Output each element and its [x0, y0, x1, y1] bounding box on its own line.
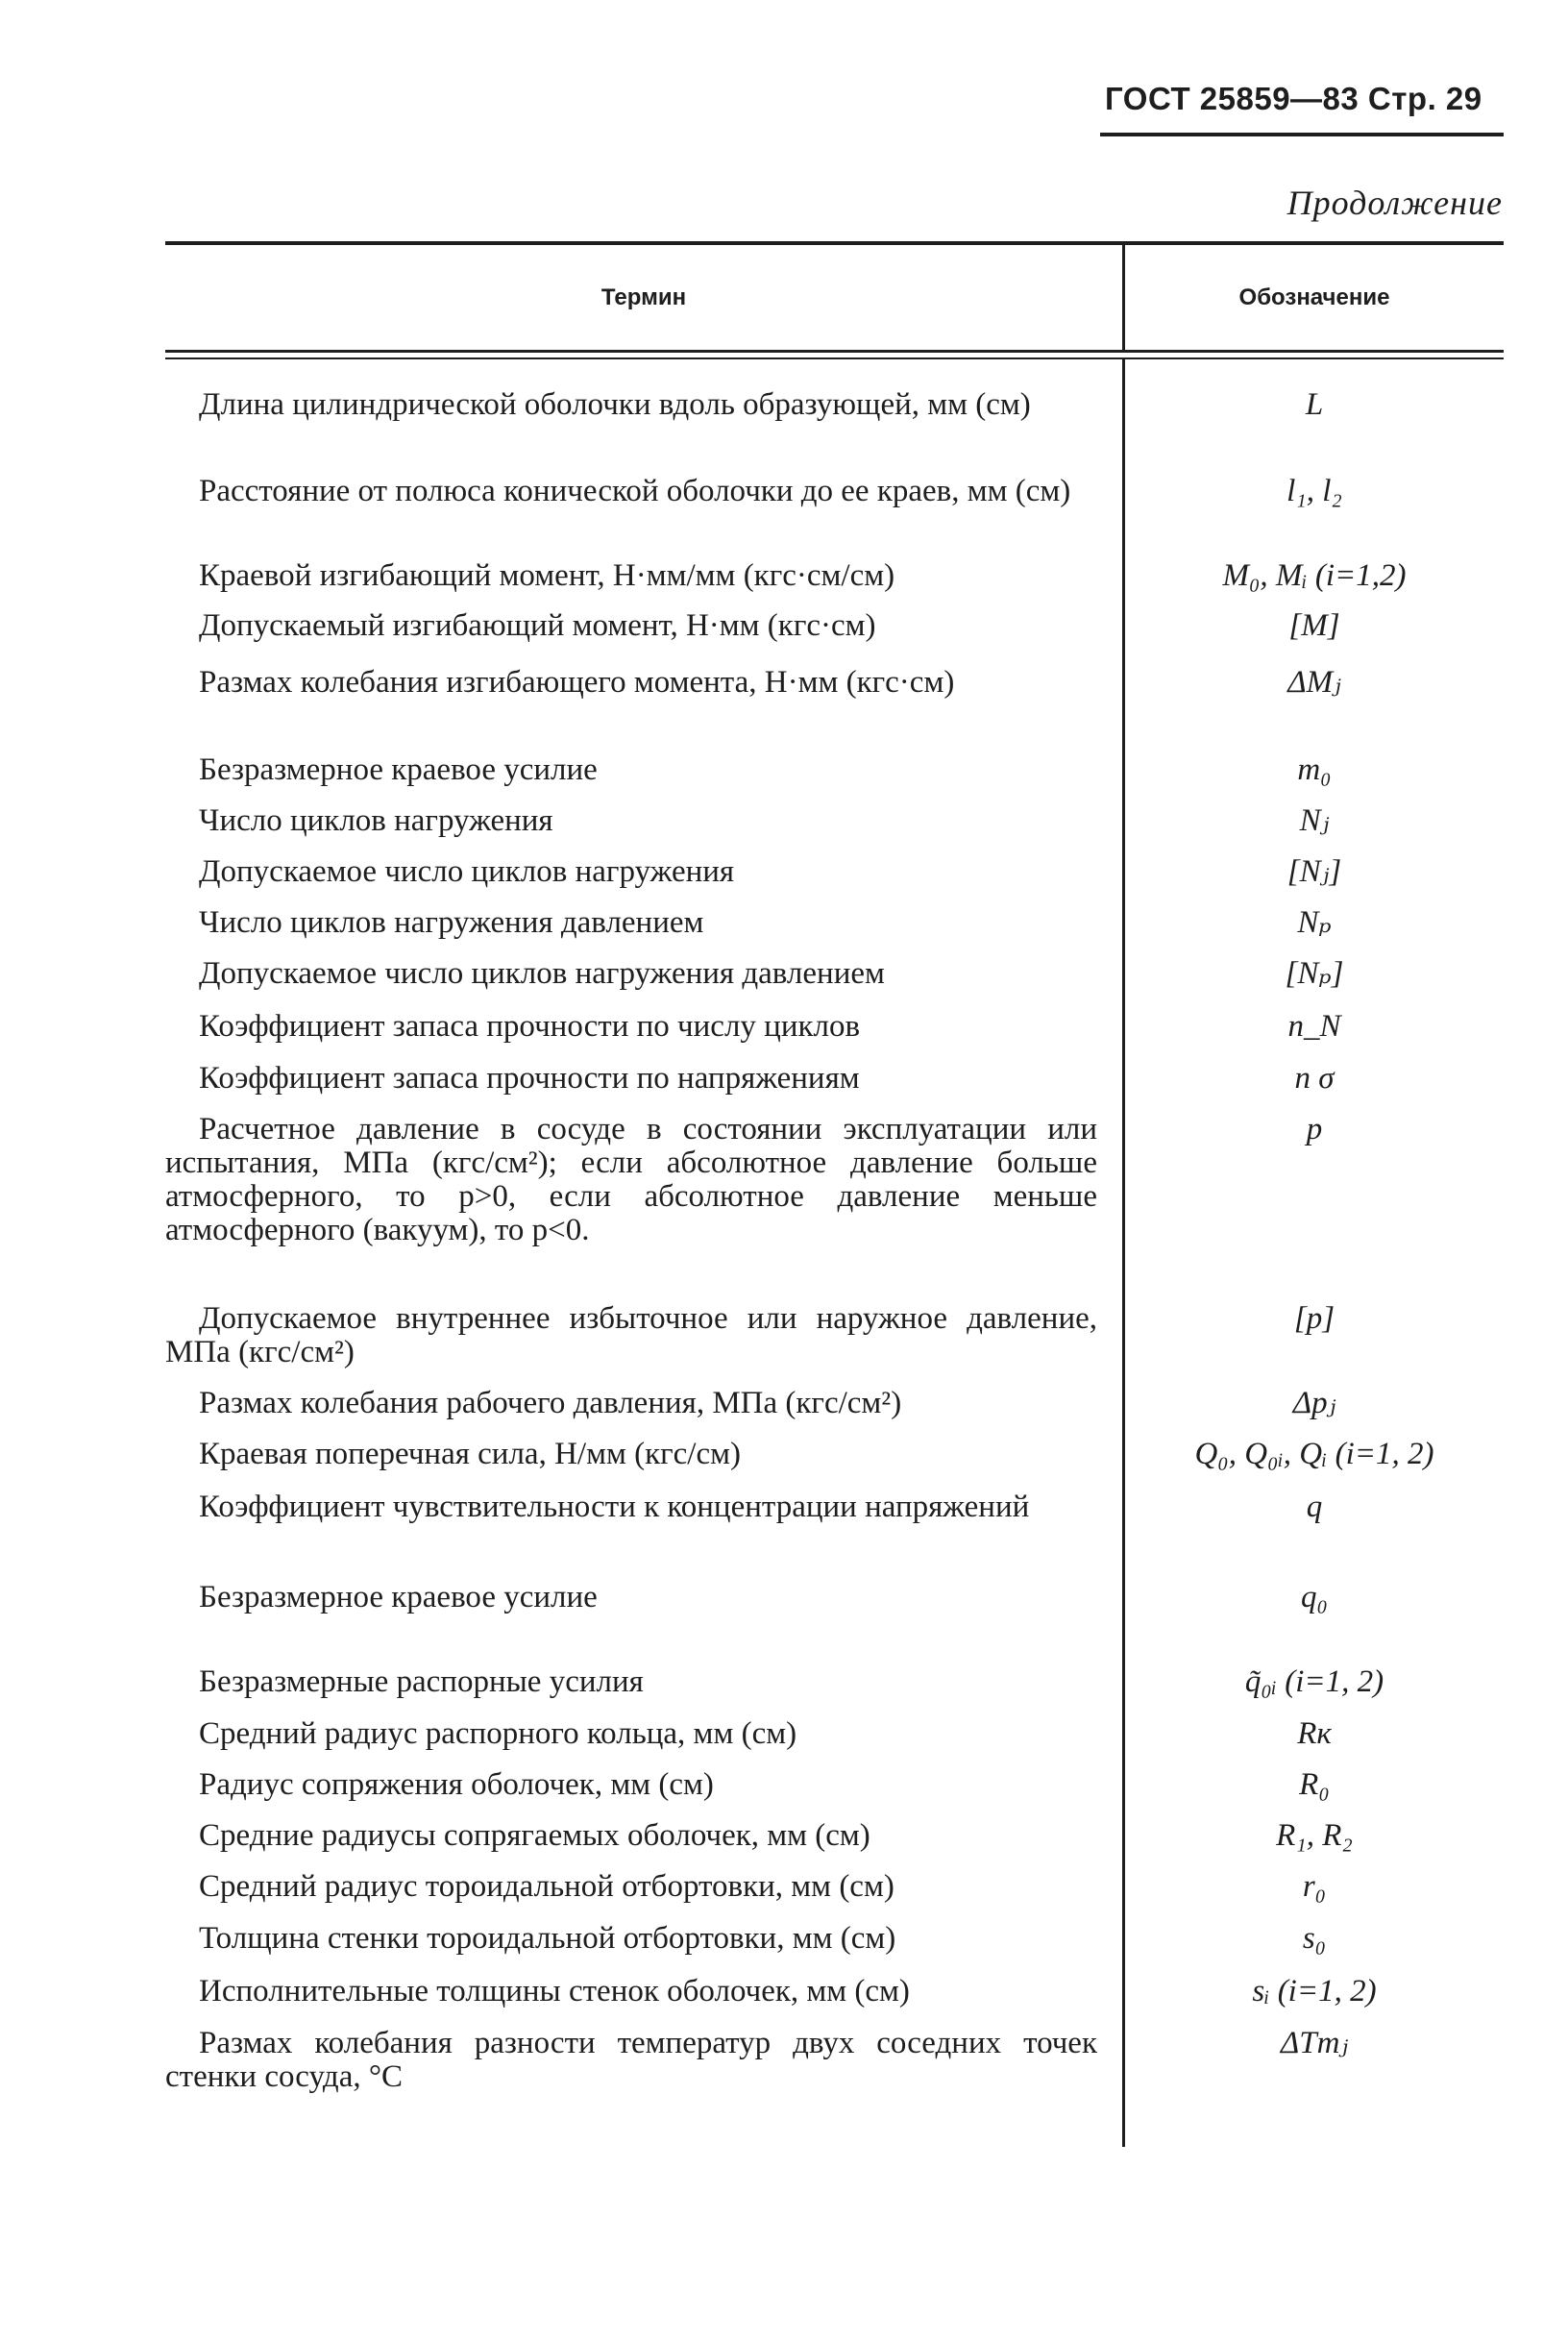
term-text: Допускаемое число циклов нагружения давлением — [199, 956, 885, 991]
symbol-text: n_N — [1287, 1009, 1341, 1044]
term-text: Коэффициент чувствительности к концентрации напряжений — [199, 1490, 1030, 1524]
symbol-text: q₀ — [1301, 1580, 1328, 1614]
symbol-text: [p] — [1293, 1301, 1335, 1336]
symbol-text: sᵢ (i=1, 2) — [1252, 1974, 1377, 2008]
header-bottom-rule-2 — [165, 357, 1504, 359]
term-text: Краевая поперечная сила, Н/мм (кгс/см) — [199, 1437, 741, 1471]
page-header: ГОСТ 25859—83 Стр. 29 — [1105, 81, 1482, 116]
symbol-text: m₀ — [1297, 752, 1332, 787]
continuation-label: Продолжение — [1286, 184, 1503, 222]
term-text: Радиус сопряжения оболочек, мм (см) — [199, 1767, 714, 1802]
symbol-text: q̃₀ᵢ (i=1, 2) — [1244, 1664, 1384, 1699]
column-header-term: Термин — [600, 284, 687, 310]
term-text: Длина цилиндрической оболочки вдоль образующей, мм (см) — [199, 387, 1031, 422]
header-bottom-rule — [165, 350, 1504, 353]
symbol-text: R₀ — [1299, 1767, 1330, 1802]
symbol-text: L — [1305, 387, 1324, 422]
term-text: Расчетное давление в сосуде в состоянии эксплуатации или испытания, МПа (кгс/см²); если абсолютное давление больше атмосферного, то p>0, если абсолютное давление меньше атмосферного (вакуум), то p<0. — [165, 1112, 1097, 1247]
symbol-text: p — [1306, 1112, 1323, 1146]
header-rule — [1100, 133, 1504, 136]
term-text: Размах колебания разности температур двух соседних точек стенки сосуда, °С — [165, 2026, 1097, 2094]
column-header-symbol: Обозначение — [1238, 284, 1390, 310]
term-text: Безразмерное краевое усилие — [199, 752, 598, 787]
term-text: Допускаемое внутреннее избыточное или наружное давление, МПа (кгс/см²) — [165, 1301, 1097, 1369]
symbol-text: Nₚ — [1297, 905, 1332, 940]
term-text: Допускаемое число циклов нагружения — [199, 854, 735, 889]
term-text: Расстояние от полюса конической оболочки до ее краев, мм (см) — [199, 474, 1071, 508]
symbol-text: [Nⱼ] — [1286, 854, 1342, 889]
term-text: Исполнительные толщины стенок оболочек, мм (см) — [199, 1974, 910, 2008]
term-text: Безразмерные распорные усилия — [199, 1664, 644, 1699]
term-text: Краевой изгибающий момент, Н·мм/мм (кгс·см/см) — [199, 558, 895, 593]
symbol-text: s₀ — [1302, 1921, 1327, 1956]
symbol-text: Rк — [1297, 1716, 1332, 1751]
table-top-rule — [165, 241, 1504, 245]
symbol-text: Nⱼ — [1299, 803, 1330, 838]
term-text: Средние радиусы сопрягаемых оболочек, мм (см) — [199, 1818, 870, 1853]
term-text: Размах колебания рабочего давления, МПа (кгс/см²) — [199, 1386, 902, 1420]
symbol-text: Δpⱼ — [1292, 1386, 1336, 1420]
term-text: Число циклов нагружения — [199, 803, 553, 838]
symbol-text: R₁, R₂ — [1276, 1818, 1353, 1853]
symbol-text: [M] — [1288, 608, 1340, 643]
term-text: Средний радиус распорного кольца, мм (см) — [199, 1716, 797, 1751]
term-text: Безразмерное краевое усилие — [199, 1580, 598, 1614]
symbol-text: [Nₚ] — [1285, 956, 1344, 991]
term-text: Средний радиус тороидальной отбортовки, мм (см) — [199, 1869, 894, 1904]
term-text: Допускаемый изгибающий момент, Н·мм (кгс·см) — [199, 608, 876, 643]
term-text: Размах колебания изгибающего момента, Н·мм (кгс·см) — [199, 665, 955, 700]
symbol-text: M₀, Mᵢ (i=1,2) — [1222, 558, 1407, 593]
symbol-text: q — [1306, 1490, 1323, 1524]
term-text: Толщина стенки тороидальной отбортовки, мм (см) — [199, 1921, 896, 1956]
symbol-text: ΔTтⱼ — [1280, 2026, 1349, 2060]
symbol-text: Q₀, Q₀ᵢ, Qᵢ (i=1, 2) — [1194, 1437, 1434, 1471]
term-text: Число циклов нагружения давлением — [199, 905, 704, 940]
symbol-text: n σ — [1294, 1061, 1335, 1096]
symbol-text: l₁, l₂ — [1286, 474, 1342, 508]
symbol-text: r₀ — [1302, 1869, 1327, 1904]
term-text: Коэффициент запаса прочности по числу циклов — [199, 1009, 861, 1044]
term-text: Коэффициент запаса прочности по напряжениям — [199, 1061, 860, 1096]
symbol-text: ΔMⱼ — [1287, 665, 1341, 700]
